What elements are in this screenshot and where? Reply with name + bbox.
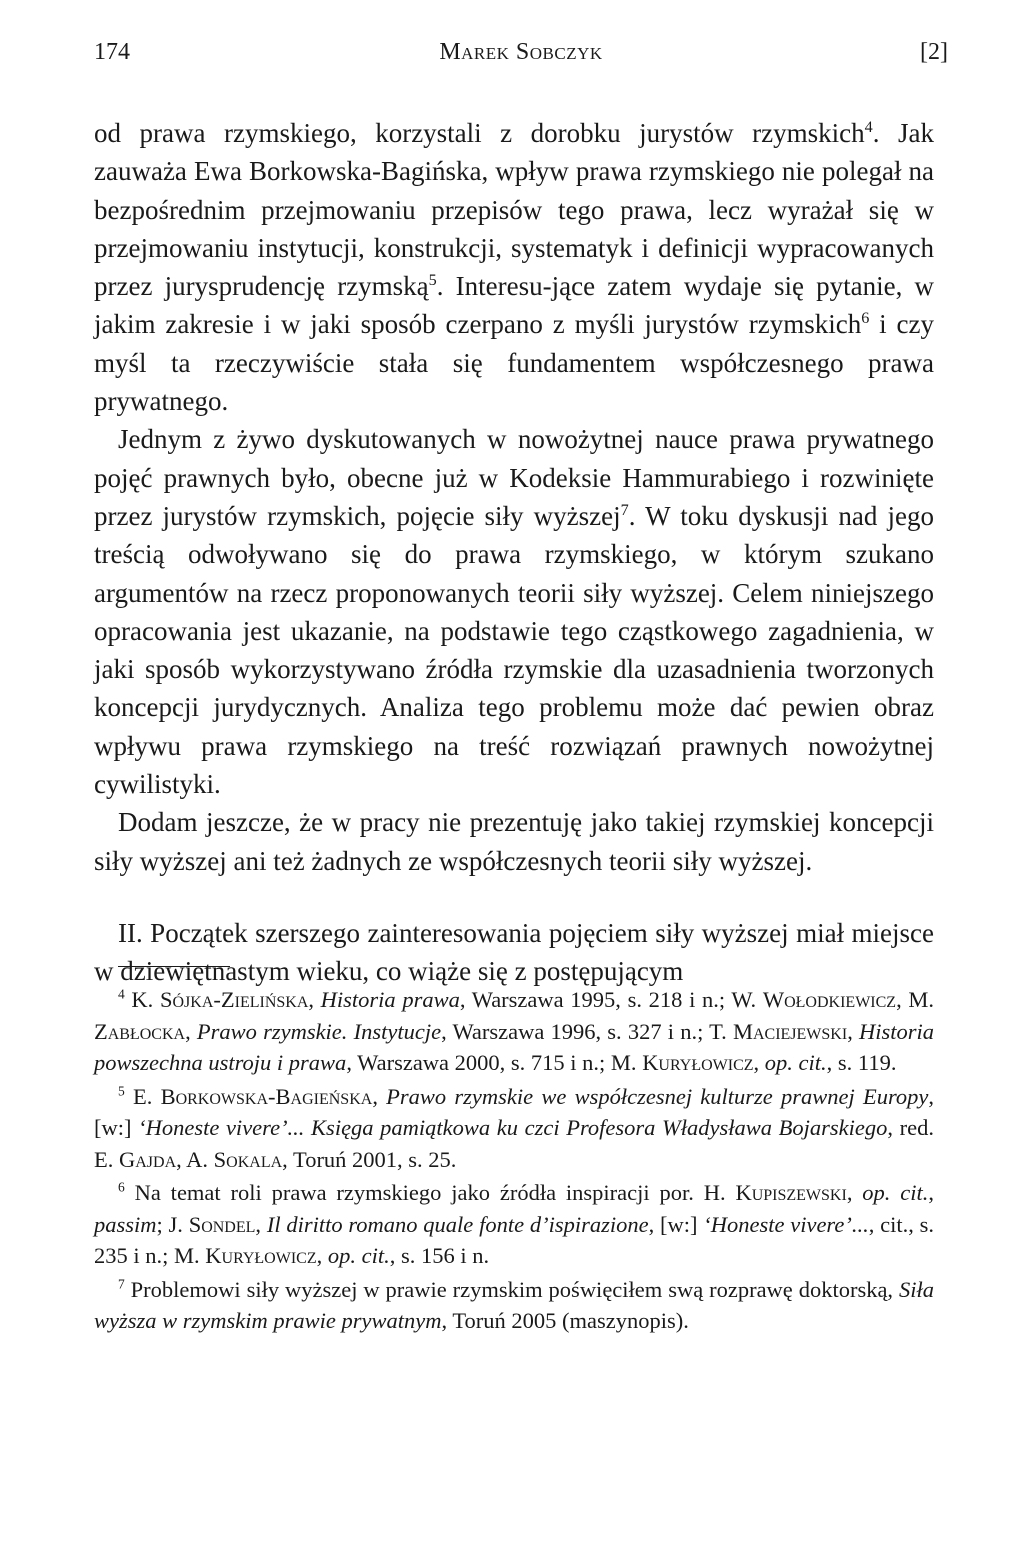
paragraph-2: Jednym z żywo dyskutowanych w nowożytnej nauce prawa prywatnego pojęć prawnych było, obecne już w Kodeksie Hammurabiego i rozwinięte przez jurystów rzymskich, pojęcie siły wyższej$^7$. W toku dyskusji nad jego treścią odwoływano się do prawa rzymskiego, w którym szukano argumentów na rzecz proponowanych teorii siły wyższej. Celem niniejszego opracowania jest ukazanie, na podstawie tego cząstkowego zagadnienia, w jaki sposób wykorzystywano źródła rzymskie dla uzasadnienia tworzonych koncepcji jurydycznych. Analiza tego problemu może dać pewien obraz wpływu prawa rzymskiego na treść rozwiązań prawnych nowożytnej cywilistyki. (94, 424, 934, 800)
footnote-5: $^5$ E. Borkowska-Bagieńska, Prawo rzymskie we współczesnej kulturze prawnej Europy, [w:] ‘Honeste vivere’... Księga pamiątkowa ku czci Profesora Władysława Bojarskiego, red. E. Gajda, A. Sokala, Toruń 2001, s. 25. (94, 1083, 935, 1172)
footnote-separator (118, 966, 230, 967)
footnote-ref-4: 4 (864, 118, 873, 136)
main-text (94, 114, 934, 991)
footnote-6: $^6$ Na temat roli prawa rzymskiego jako źródła inspiracji por. H. Kupiszewski, op. cit., passim; J. Sondel, Il diritto romano quale fonte d’ispirazione, [w:] ‘Honeste vivere’..., cit., s. 235 i n.; M. Kuryłowicz, op. cit., s. 156 i n. (94, 1179, 935, 1268)
section-ii-paragraph: II. Początek szerszego zainteresowania pojęciem siły wyższej miał miejsce w dziewiętnastym wieku, co wiąże się z postępującym (94, 917, 934, 987)
footnote-ref-7: 7 (620, 500, 629, 519)
footnote-7: $^7$ Problemowi siły wyższej w prawie rzymskim poświęciłem swą rozprawę doktorską, Siła wyższa w rzymskim prawie prywatnym, Toruń 2005 (maszynopis). (94, 1276, 934, 1333)
footnote-4: $^4$ K. Sójka-Zielińska, Historia prawa, Warszawa 1995, s. 218 i n.; W. Wołodkiewicz, M. Zabłocka, Prawo rzymskie. Instytucje, Warszawa 1996, s. 327 i n.; T. Maciejewski, Historia powszechna ustroju i prawa, Warszawa 2000, s. 715 i n.; M. Kuryłowicz, op. cit., s. 119. (94, 986, 935, 1075)
footnote-ref-6: 6 (861, 309, 870, 328)
footnotes (94, 984, 934, 1339)
section-marker: [2] (920, 39, 948, 65)
paragraph-3: Dodam jeszcze, że w pracy nie prezentuję jako takiej rzymskiej koncepcji siły wyższej ani też żadnych ze współczesnych teorii siły wyższej. (94, 807, 934, 876)
running-title: Marek Sobczyk (439, 39, 603, 65)
paragraph-1: od prawa rzymskiego, korzystali z dorobku jurystów rzymskich$^4$. Jak zauważa Ewa Borkowska-Bagińska, wpływ prawa rzymskiego nie polegał na bezpośrednim przejmowaniu przepisów tego prawa, lecz wyrażał się w przejmowaniu instytucji, konstrukcji, systematyk i definicji wypracowanych przez jurysprudencję rzymską$^5$. Interesu-jące zatem wydaje się pytanie, w jakim zakresie i w jaki sposób czerpano z myśli jurystów rzymskich$^6$ i czy myśl ta rzeczywiście stała się fundamentem współczesnego prawa prywatnego. (94, 118, 934, 417)
page-number: 174 (94, 39, 130, 65)
running-header (94, 34, 948, 70)
footnote-ref-5: 5 (428, 271, 437, 290)
